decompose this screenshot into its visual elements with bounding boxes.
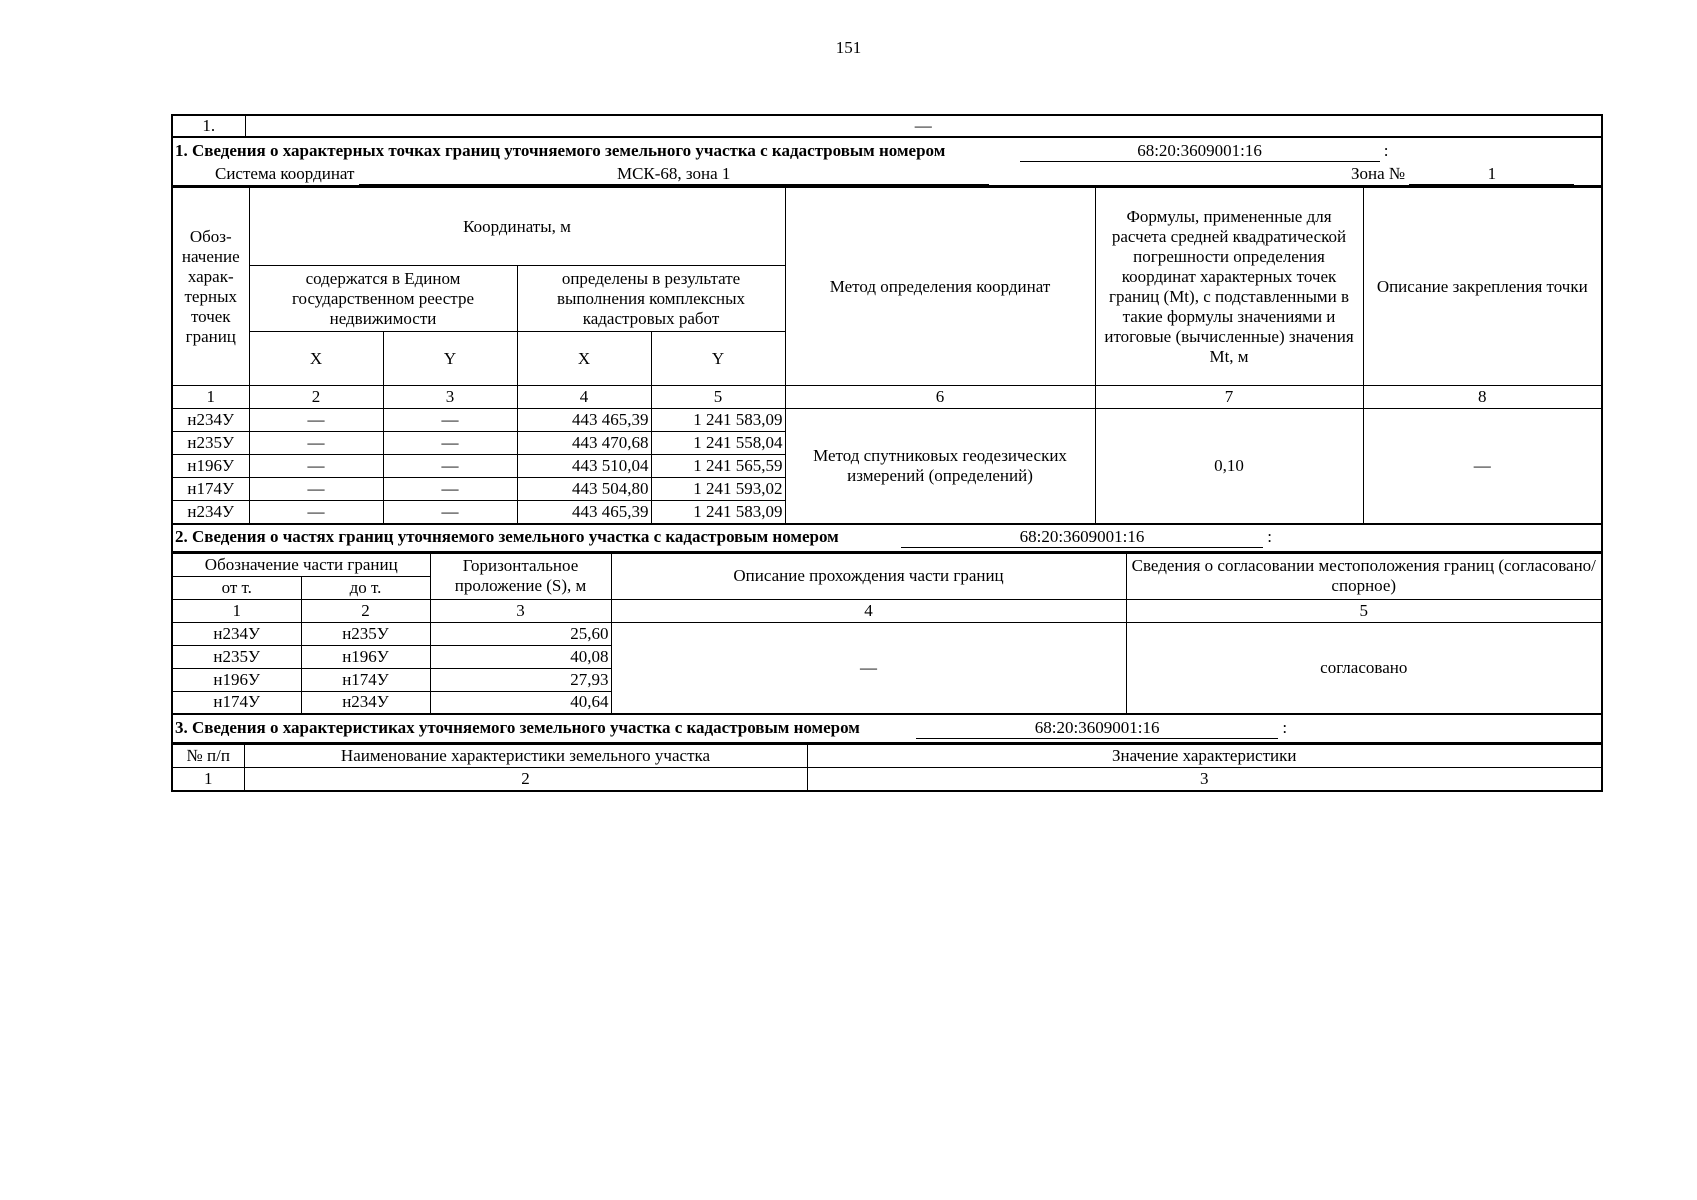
boundary-parts-table	[171, 553, 1603, 716]
table-row	[172, 409, 1602, 432]
point-id: н234У	[172, 501, 249, 524]
header-horizontal: Горизонтальное проложение (S), м	[430, 553, 611, 599]
table-row	[172, 622, 1602, 645]
to-point: н196У	[301, 645, 430, 668]
page-number: 151	[835, 38, 862, 57]
col-number: 3	[430, 599, 611, 622]
section1-header	[171, 138, 1603, 187]
to-point: н235У	[301, 622, 430, 645]
section2-colon: :	[1267, 527, 1272, 546]
y1-value: —	[383, 501, 517, 524]
y2-value: 1 241 583,09	[651, 501, 785, 524]
x2-value: 443 465,39	[517, 409, 651, 432]
zone-value: 1	[1409, 164, 1574, 185]
col-number: 6	[785, 386, 1095, 409]
col-number: 4	[517, 386, 651, 409]
x2-value: 443 470,68	[517, 432, 651, 455]
section1-title	[172, 138, 1602, 164]
x2-value: 443 465,39	[517, 501, 651, 524]
y1-value: —	[383, 455, 517, 478]
col-number: 1	[172, 386, 249, 409]
col-number: 5	[651, 386, 785, 409]
horizontal-value: 25,60	[430, 622, 611, 645]
fixing-value: —	[1363, 409, 1602, 524]
horizontal-value: 40,08	[430, 645, 611, 668]
y2-value: 1 241 558,04	[651, 432, 785, 455]
col-number: 3	[383, 386, 517, 409]
header-description: Описание прохождения части границ	[611, 553, 1126, 599]
x1-value: —	[249, 432, 383, 455]
header-to: до т.	[301, 576, 430, 599]
section3-header	[171, 715, 1603, 744]
section1-title-text: 1. Сведения о характерных точках границ уточняемого земельного участка с кадастровым номером	[175, 140, 946, 160]
header-egrn: содержатся в Едином государственном реестре недвижимости	[249, 266, 517, 332]
coord-system-value: МСК-68, зона 1	[359, 164, 989, 185]
characteristics-table	[171, 744, 1603, 792]
header-y1: Y	[383, 332, 517, 386]
point-id: н234У	[172, 409, 249, 432]
header-cadworks: определены в результате выполнения комплексных кадастровых работ	[517, 266, 785, 332]
x1-value: —	[249, 478, 383, 501]
coord-system-label: Система координат	[215, 164, 355, 183]
section2-header	[171, 525, 1603, 553]
from-point: н234У	[172, 622, 301, 645]
section3-title-text: 3. Сведения о характеристиках уточняемого земельного участка с кадастровым номером	[175, 718, 860, 737]
to-point: н234У	[301, 691, 430, 714]
top-row-table	[171, 114, 1603, 138]
cadastral-form	[171, 114, 1603, 792]
description-value: —	[611, 622, 1126, 714]
section2-title-text: 2. Сведения о частях границ уточняемого земельного участка с кадастровым номером	[175, 527, 839, 546]
zone-label: Зона №	[1350, 164, 1406, 183]
x1-value: —	[249, 409, 383, 432]
x2-value: 443 504,80	[517, 478, 651, 501]
y2-value: 1 241 593,02	[651, 478, 785, 501]
horizontal-value: 27,93	[430, 668, 611, 691]
header-num: № п/п	[172, 745, 244, 768]
agreement-value: согласовано	[1126, 622, 1602, 714]
x2-value: 443 510,04	[517, 455, 651, 478]
header-part: Обозначение части границ	[172, 553, 430, 576]
points-table	[171, 187, 1603, 525]
header-name: Наименование характеристики земельного участка	[244, 745, 807, 768]
coord-system-line	[172, 164, 1602, 186]
top-row-value: —	[245, 115, 1602, 137]
mt-value: 0,10	[1095, 409, 1363, 524]
header-agreement: Сведения о согласовании местоположения границ (согласовано/спорное)	[1126, 553, 1602, 599]
x1-value: —	[249, 455, 383, 478]
header-fixing: Описание закрепления точки	[1363, 188, 1602, 386]
header-x2: X	[517, 332, 651, 386]
point-id: н235У	[172, 432, 249, 455]
col-number: 4	[611, 599, 1126, 622]
col-number: 2	[249, 386, 383, 409]
header-from: от т.	[172, 576, 301, 599]
section1-cadastral-number: 68:20:3609001:16	[1020, 141, 1380, 162]
y1-value: —	[383, 478, 517, 501]
from-point: н196У	[172, 668, 301, 691]
section2-title	[172, 525, 1602, 552]
col-number: 7	[1095, 386, 1363, 409]
section2-cadastral-number: 68:20:3609001:16	[901, 527, 1263, 548]
section3-colon: :	[1282, 718, 1288, 737]
col-number: 1	[172, 768, 244, 791]
header-value: Значение характеристики	[807, 745, 1602, 768]
point-id: н174У	[172, 478, 249, 501]
y2-value: 1 241 583,09	[651, 409, 785, 432]
header-designation: Обоз-начение харак-терных точек границ	[172, 188, 249, 386]
top-row-number: 1.	[172, 115, 245, 137]
section3-title	[172, 715, 1602, 743]
col-number: 3	[807, 768, 1602, 791]
col-number: 2	[244, 768, 807, 791]
from-point: н174У	[172, 691, 301, 714]
point-id: н196У	[172, 455, 249, 478]
x1-value: —	[249, 501, 383, 524]
section3-cadastral-number: 68:20:3609001:16	[916, 718, 1278, 739]
y1-value: —	[383, 432, 517, 455]
method-value: Метод спутниковых геодезических измерений (определений)	[785, 409, 1095, 524]
to-point: н174У	[301, 668, 430, 691]
header-coordinates: Координаты, м	[249, 188, 785, 266]
col-number: 5	[1126, 599, 1602, 622]
header-method: Метод определения координат	[785, 188, 1095, 386]
header-x1: X	[249, 332, 383, 386]
col-number: 1	[172, 599, 301, 622]
from-point: н235У	[172, 645, 301, 668]
section1-colon: :	[1383, 140, 1389, 160]
y1-value: —	[383, 409, 517, 432]
y2-value: 1 241 565,59	[651, 455, 785, 478]
header-formulas: Формулы, примененные для расчета средней квадратической погрешности определения координат характерных точек границ (Mt), с подставленными в такие формулы значениями и итоговые (вычисленные) значения Mt, м	[1095, 188, 1363, 386]
horizontal-value: 40,64	[430, 691, 611, 714]
col-number: 8	[1363, 386, 1602, 409]
col-number: 2	[301, 599, 430, 622]
header-y2: Y	[651, 332, 785, 386]
